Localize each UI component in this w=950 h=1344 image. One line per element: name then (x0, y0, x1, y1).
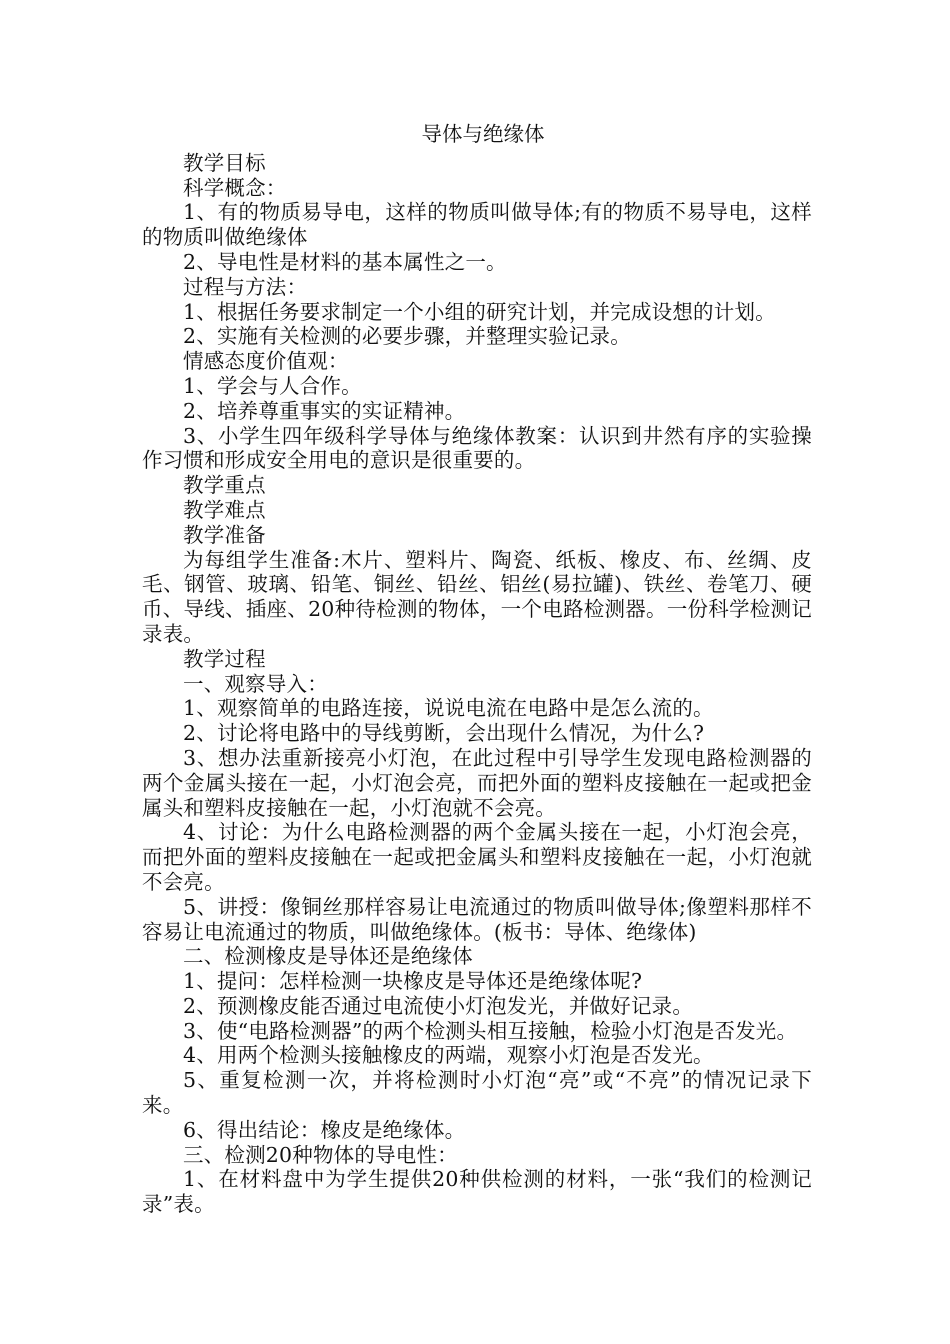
paragraph: 3、想办法重新接亮小灯泡，在此过程中引导学生发现电路检测器的两个金属头接在一起，小灯泡会亮，而把外面的塑料皮接触在一起或把金属头和塑料皮接触在一起，小灯泡就不会亮。 (142, 745, 812, 820)
heading-preparation: 教学准备 (183, 522, 266, 547)
paragraph: 4、用两个检测头接触橡皮的两端，观察小灯泡是否发光。 (183, 1043, 714, 1068)
section-heading: 三、检测20种物体的导电性： (183, 1142, 458, 1167)
paragraph: 1、提问：怎样检测一块橡皮是导体还是绝缘体呢? (183, 969, 643, 994)
heading-key-points: 教学重点 (183, 473, 266, 498)
paragraph: 3、使“电路检测器”的两个检测头相互接触，检验小灯泡是否发光。 (183, 1018, 798, 1043)
heading-teaching-goals: 教学目标 (183, 150, 266, 175)
document-page (142, 122, 812, 1217)
section-heading: 一、观察导入： (183, 671, 328, 696)
heading-teaching-process: 教学过程 (183, 646, 266, 671)
paragraph: 1、根据任务要求制定一个小组的研究计划，并完成设想的计划。 (183, 299, 776, 324)
paragraph: 2、导电性是材料的基本属性之一。 (183, 249, 507, 274)
document-title: 导体与绝缘体 (421, 122, 545, 146)
paragraph: 2、讨论将电路中的导线剪断，会出现什么情况，为什么? (183, 721, 705, 746)
paragraph: 为每组学生准备:木片、塑料片、陶瓷、纸板、橡皮、布、丝绸、皮毛、钢管、玻璃、铅笔、铜丝、铅丝、铝丝(易拉罐)、铁丝、卷笔刀、硬币、导线、插座、20种待检测的物体，一个电路检测器。一份科学检测记录表。 (142, 547, 812, 646)
paragraph: 5、讲授：像铜丝那样容易让电流通过的物质叫做导体;像塑料那样不容易让电流通过的物质，叫做绝缘体。(板书：导体、绝缘体) (142, 894, 812, 944)
paragraph: 2、培养尊重事实的实证精神。 (183, 398, 466, 423)
section-heading: 二、检测橡皮是导体还是绝缘体 (183, 944, 473, 969)
paragraph: 1、学会与人合作。 (183, 373, 362, 398)
paragraph: 1、在材料盘中为学生提供20种供检测的材料，一张“我们的检测记录”表。 (142, 1167, 812, 1217)
heading-difficulties: 教学难点 (183, 497, 266, 522)
paragraph: 2、实施有关检测的必要步骤，并整理实验记录。 (183, 324, 631, 349)
heading-attitudes-values: 情感态度价值观： (183, 349, 349, 374)
heading-science-concepts: 科学概念： (183, 175, 287, 200)
heading-process-methods: 过程与方法： (183, 274, 308, 299)
paragraph: 1、观察简单的电路连接，说说电流在电路中是怎么流的。 (183, 696, 714, 721)
paragraph: 6、得出结论：橡皮是绝缘体。 (183, 1117, 466, 1142)
paragraph: 4、讨论：为什么电路检测器的两个金属头接在一起，小灯泡会亮，而把外面的塑料皮接触在一起或把金属头和塑料皮接触在一起，小灯泡就不会亮。 (142, 820, 812, 894)
paragraph: 3、小学生四年级科学导体与绝缘体教案：认识到井然有序的实验操作习惯和形成安全用电的意识是很重要的。 (142, 423, 812, 473)
paragraph: 1、有的物质易导电，这样的物质叫做导体;有的物质不易导电，这样的物质叫做绝缘体 (142, 200, 812, 250)
paragraph: 5、重复检测一次，并将检测时小灯泡“亮”或“不亮”的情况记录下来。 (142, 1068, 812, 1118)
paragraph: 2、预测橡皮能否通过电流使小灯泡发光，并做好记录。 (183, 993, 694, 1018)
